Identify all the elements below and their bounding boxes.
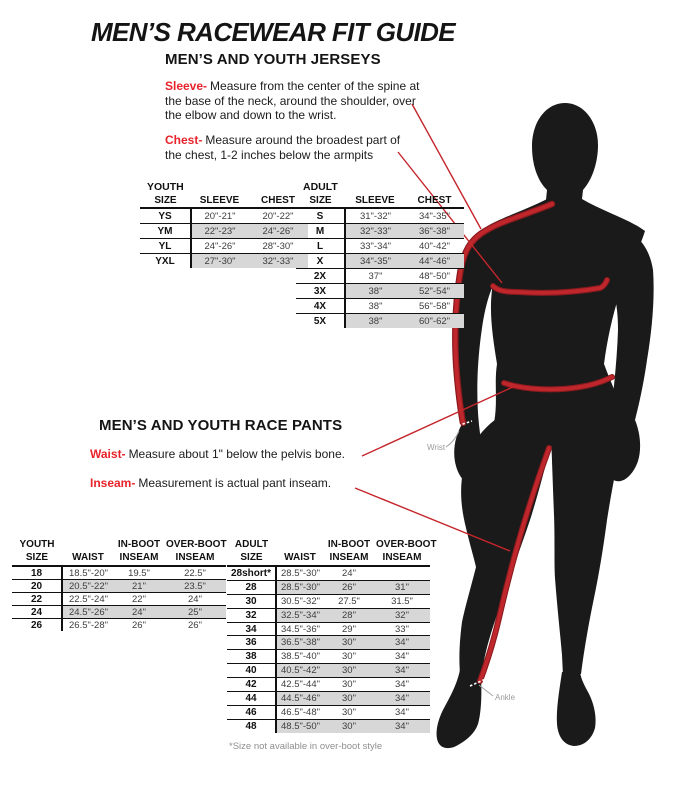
- table-row: [296, 269, 464, 284]
- table-header-row: [227, 538, 430, 566]
- value-cell: 30": [342, 651, 356, 663]
- column-header: OVER-BOOT INSEAM: [376, 539, 437, 563]
- value-cell: 27.5": [338, 595, 360, 607]
- column-header: SIZE: [154, 195, 177, 206]
- column-header: SLEEVE: [199, 195, 240, 206]
- table-row: [296, 254, 464, 269]
- size-cell: 20: [12, 580, 62, 593]
- youth-jersey-size-table: [140, 194, 308, 268]
- table-row: [227, 636, 430, 650]
- value-cell: 34": [395, 706, 409, 718]
- column-header: IN-BOOT INSEAM: [327, 539, 371, 563]
- table-row: [227, 719, 430, 732]
- table-row: [12, 619, 226, 632]
- size-cell: 44: [227, 692, 276, 706]
- value-cell: 30": [324, 719, 374, 732]
- value-cell: 21": [114, 580, 164, 593]
- size-cell: 28short*: [227, 566, 276, 580]
- value-cell: 20"-22": [262, 210, 294, 222]
- value-cell: 38": [368, 300, 383, 312]
- value-cell: 38": [345, 284, 405, 299]
- value-cell: 24.5"-26": [62, 606, 114, 619]
- table-row: [296, 224, 464, 239]
- adult-jersey-table-block: [296, 181, 464, 328]
- jerseys-section-heading: MEN’S AND YOUTH JERSEYS: [165, 51, 381, 68]
- value-cell: 46.5"-48": [281, 706, 320, 718]
- value-cell: 24"-26": [204, 240, 236, 252]
- value-cell: 40.5"-42": [276, 664, 324, 678]
- table-row: [140, 224, 308, 239]
- waist-instruction-text: Measure about 1" below the pelvis bone.: [128, 447, 345, 461]
- value-cell: 22.5"-24": [69, 593, 108, 605]
- table-row: [227, 566, 430, 580]
- adult-jersey-size-table: [296, 194, 464, 328]
- value-cell: [374, 566, 430, 580]
- value-cell: 32": [374, 608, 430, 622]
- size-cell: 5X: [296, 314, 345, 329]
- value-cell: 34": [374, 664, 430, 678]
- size-cell: 36: [227, 636, 276, 650]
- sleeve-instruction: [165, 79, 423, 123]
- overboot-footnote: *Size not available in over-boot style: [229, 741, 383, 752]
- table-row: [227, 594, 430, 608]
- value-cell: 32"-33": [345, 224, 405, 239]
- size-cell: X: [296, 254, 345, 269]
- column-header: WAIST: [284, 551, 316, 563]
- value-cell: 48.5"-50": [276, 719, 324, 732]
- table-row: [12, 593, 226, 606]
- value-cell: 30.5"-32": [281, 595, 320, 607]
- value-cell: 60"-62": [405, 314, 464, 329]
- column-header: YOUTH SIZE: [19, 539, 55, 563]
- table-row: [12, 580, 226, 593]
- table-row: [227, 608, 430, 622]
- size-cell: 42: [227, 678, 276, 692]
- table-header-row: [140, 194, 308, 208]
- value-cell: 38": [345, 314, 405, 329]
- size-cell: 38: [227, 650, 276, 664]
- value-cell: 28"-30": [262, 240, 294, 252]
- value-cell: 26.5"-28": [69, 619, 108, 631]
- value-cell: 48"-50": [418, 270, 451, 282]
- inseam-instruction: [90, 476, 331, 491]
- column-header: SIZE: [309, 195, 332, 206]
- table-row: [227, 705, 430, 719]
- table-row: [227, 580, 430, 594]
- ankle-label: Ankle: [495, 693, 516, 702]
- value-cell: 18.5"-20": [69, 567, 108, 579]
- value-cell: 30": [324, 664, 374, 678]
- column-header: CHEST: [417, 195, 452, 206]
- silhouette-right-leg: [551, 432, 624, 676]
- value-cell: 34": [374, 692, 430, 706]
- value-cell: 31": [374, 580, 430, 594]
- size-cell: 40: [227, 664, 276, 678]
- table-row: [140, 254, 308, 269]
- table-row: [296, 299, 464, 314]
- value-cell: 32"-33": [248, 254, 308, 269]
- value-cell: 24": [114, 606, 164, 619]
- value-cell: 37": [368, 270, 383, 282]
- table-row: [12, 566, 226, 580]
- silhouette-right-foot: [557, 672, 596, 746]
- value-cell: 19.5": [128, 567, 150, 579]
- table-row: [140, 239, 308, 254]
- size-cell: 22: [12, 593, 62, 606]
- size-cell: YM: [140, 224, 191, 239]
- table-row: [227, 664, 430, 678]
- waist-instruction: [90, 447, 345, 462]
- inseam-term-label: Inseam-: [90, 476, 136, 490]
- size-cell: YS: [140, 208, 191, 224]
- value-cell: 26": [188, 619, 202, 631]
- value-cell: 30": [324, 692, 374, 706]
- value-cell: 44"-46": [405, 254, 464, 269]
- value-cell: 22"-23": [191, 224, 248, 239]
- value-cell: 24"-26": [248, 224, 308, 239]
- value-cell: 20.5"-22": [62, 580, 114, 593]
- value-cell: 26": [132, 619, 146, 631]
- value-cell: 40"-42": [418, 240, 451, 252]
- size-cell: M: [296, 224, 345, 239]
- table-row: [227, 678, 430, 692]
- chest-instruction: [165, 133, 411, 162]
- value-cell: 33": [395, 623, 409, 635]
- value-cell: 34": [374, 719, 430, 732]
- silhouette-left-foot: [437, 670, 482, 748]
- value-cell: 38.5"-40": [281, 651, 320, 663]
- table-header-row: [12, 538, 226, 566]
- table-row: [296, 284, 464, 299]
- sleeve-term-label: Sleeve-: [165, 79, 208, 93]
- value-cell: 34"-35": [418, 210, 451, 222]
- size-cell: 30: [227, 594, 276, 608]
- table-row: [296, 314, 464, 329]
- value-cell: 23.5": [164, 580, 226, 593]
- column-header: SLEEVE: [355, 195, 395, 206]
- size-cell: 4X: [296, 299, 345, 314]
- wrist-label: Wrist: [427, 443, 446, 452]
- value-cell: 30": [324, 636, 374, 650]
- size-cell: 48: [227, 719, 276, 732]
- size-cell: 34: [227, 622, 276, 636]
- pants-section-heading: MEN’S AND YOUTH RACE PANTS: [99, 417, 343, 434]
- value-cell: 31.5": [391, 595, 413, 607]
- value-cell: 26": [324, 580, 374, 594]
- value-cell: 28.5"-30": [276, 580, 324, 594]
- value-cell: 44.5"-46": [276, 692, 324, 706]
- youth-jersey-group-label: YOUTH: [147, 181, 184, 193]
- table-row: [140, 208, 308, 224]
- adult-jersey-group-label: ADULT: [303, 181, 338, 193]
- value-cell: 24": [342, 567, 356, 579]
- inseam-instruction-text: Measurement is actual pant inseam.: [138, 476, 332, 490]
- size-cell: YL: [140, 239, 191, 254]
- size-cell: L: [296, 239, 345, 254]
- size-cell: 3X: [296, 284, 345, 299]
- youth-pants-size-table: [12, 538, 226, 631]
- table-row: [12, 606, 226, 619]
- sleeve-instruction-text: Measure from the center of the spine at the base of the neck, around the shoulder, over the elbow and down to the wrist.: [165, 79, 420, 122]
- figure-silhouette: [437, 103, 654, 748]
- column-header: OVER-BOOT INSEAM: [166, 539, 227, 563]
- value-cell: 24": [188, 593, 202, 605]
- value-cell: 20"-21": [204, 210, 236, 222]
- value-cell: 34": [395, 679, 409, 691]
- table-header-row: [296, 194, 464, 208]
- table-row: [227, 622, 430, 636]
- value-cell: 30": [342, 706, 356, 718]
- value-cell: 32.5"-34": [276, 608, 324, 622]
- size-cell: 26: [12, 619, 62, 632]
- size-cell: 46: [227, 705, 276, 719]
- column-header: CHEST: [261, 195, 295, 206]
- value-cell: 31"-32": [359, 210, 392, 222]
- value-cell: 34": [395, 651, 409, 663]
- size-cell: 24: [12, 606, 62, 619]
- column-header: ADULT SIZE: [234, 539, 269, 563]
- table-row: [296, 208, 464, 224]
- youth-jersey-table-block: [140, 181, 308, 268]
- value-cell: 22": [132, 593, 146, 605]
- value-cell: 22.5": [184, 567, 206, 579]
- chest-term-label: Chest-: [165, 133, 203, 147]
- waist-term-label: Waist-: [90, 447, 126, 461]
- chest-instruction-text: Measure around the broadest part of the chest, 1-2 inches below the armpits: [165, 133, 401, 162]
- size-cell: 32: [227, 608, 276, 622]
- value-cell: 28": [324, 608, 374, 622]
- table-row: [227, 692, 430, 706]
- value-cell: 28.5"-30": [281, 567, 320, 579]
- page-title: MEN’S RACEWEAR FIT GUIDE: [91, 17, 456, 47]
- value-cell: 34": [374, 636, 430, 650]
- value-cell: 36"-38": [405, 224, 464, 239]
- value-cell: 25": [164, 606, 226, 619]
- size-cell: S: [296, 208, 345, 224]
- size-cell: 28: [227, 580, 276, 594]
- size-cell: 18: [12, 566, 62, 580]
- value-cell: 52"-54": [405, 284, 464, 299]
- value-cell: 29": [342, 623, 356, 635]
- size-cell: 2X: [296, 269, 345, 284]
- column-header: IN-BOOT INSEAM: [117, 539, 161, 563]
- value-cell: 42.5"-44": [281, 679, 320, 691]
- table-row: [296, 239, 464, 254]
- value-cell: 30": [342, 679, 356, 691]
- column-header: WAIST: [72, 551, 104, 563]
- value-cell: 34.5"-36": [281, 623, 320, 635]
- value-cell: 36.5"-38": [276, 636, 324, 650]
- adult-pants-size-table: [227, 538, 437, 733]
- value-cell: 27"-30": [191, 254, 248, 269]
- value-cell: 33"-34": [359, 240, 392, 252]
- value-cell: 56"-58": [418, 300, 451, 312]
- table-row: [227, 650, 430, 664]
- value-cell: 34"-35": [345, 254, 405, 269]
- size-cell: YXL: [140, 254, 191, 269]
